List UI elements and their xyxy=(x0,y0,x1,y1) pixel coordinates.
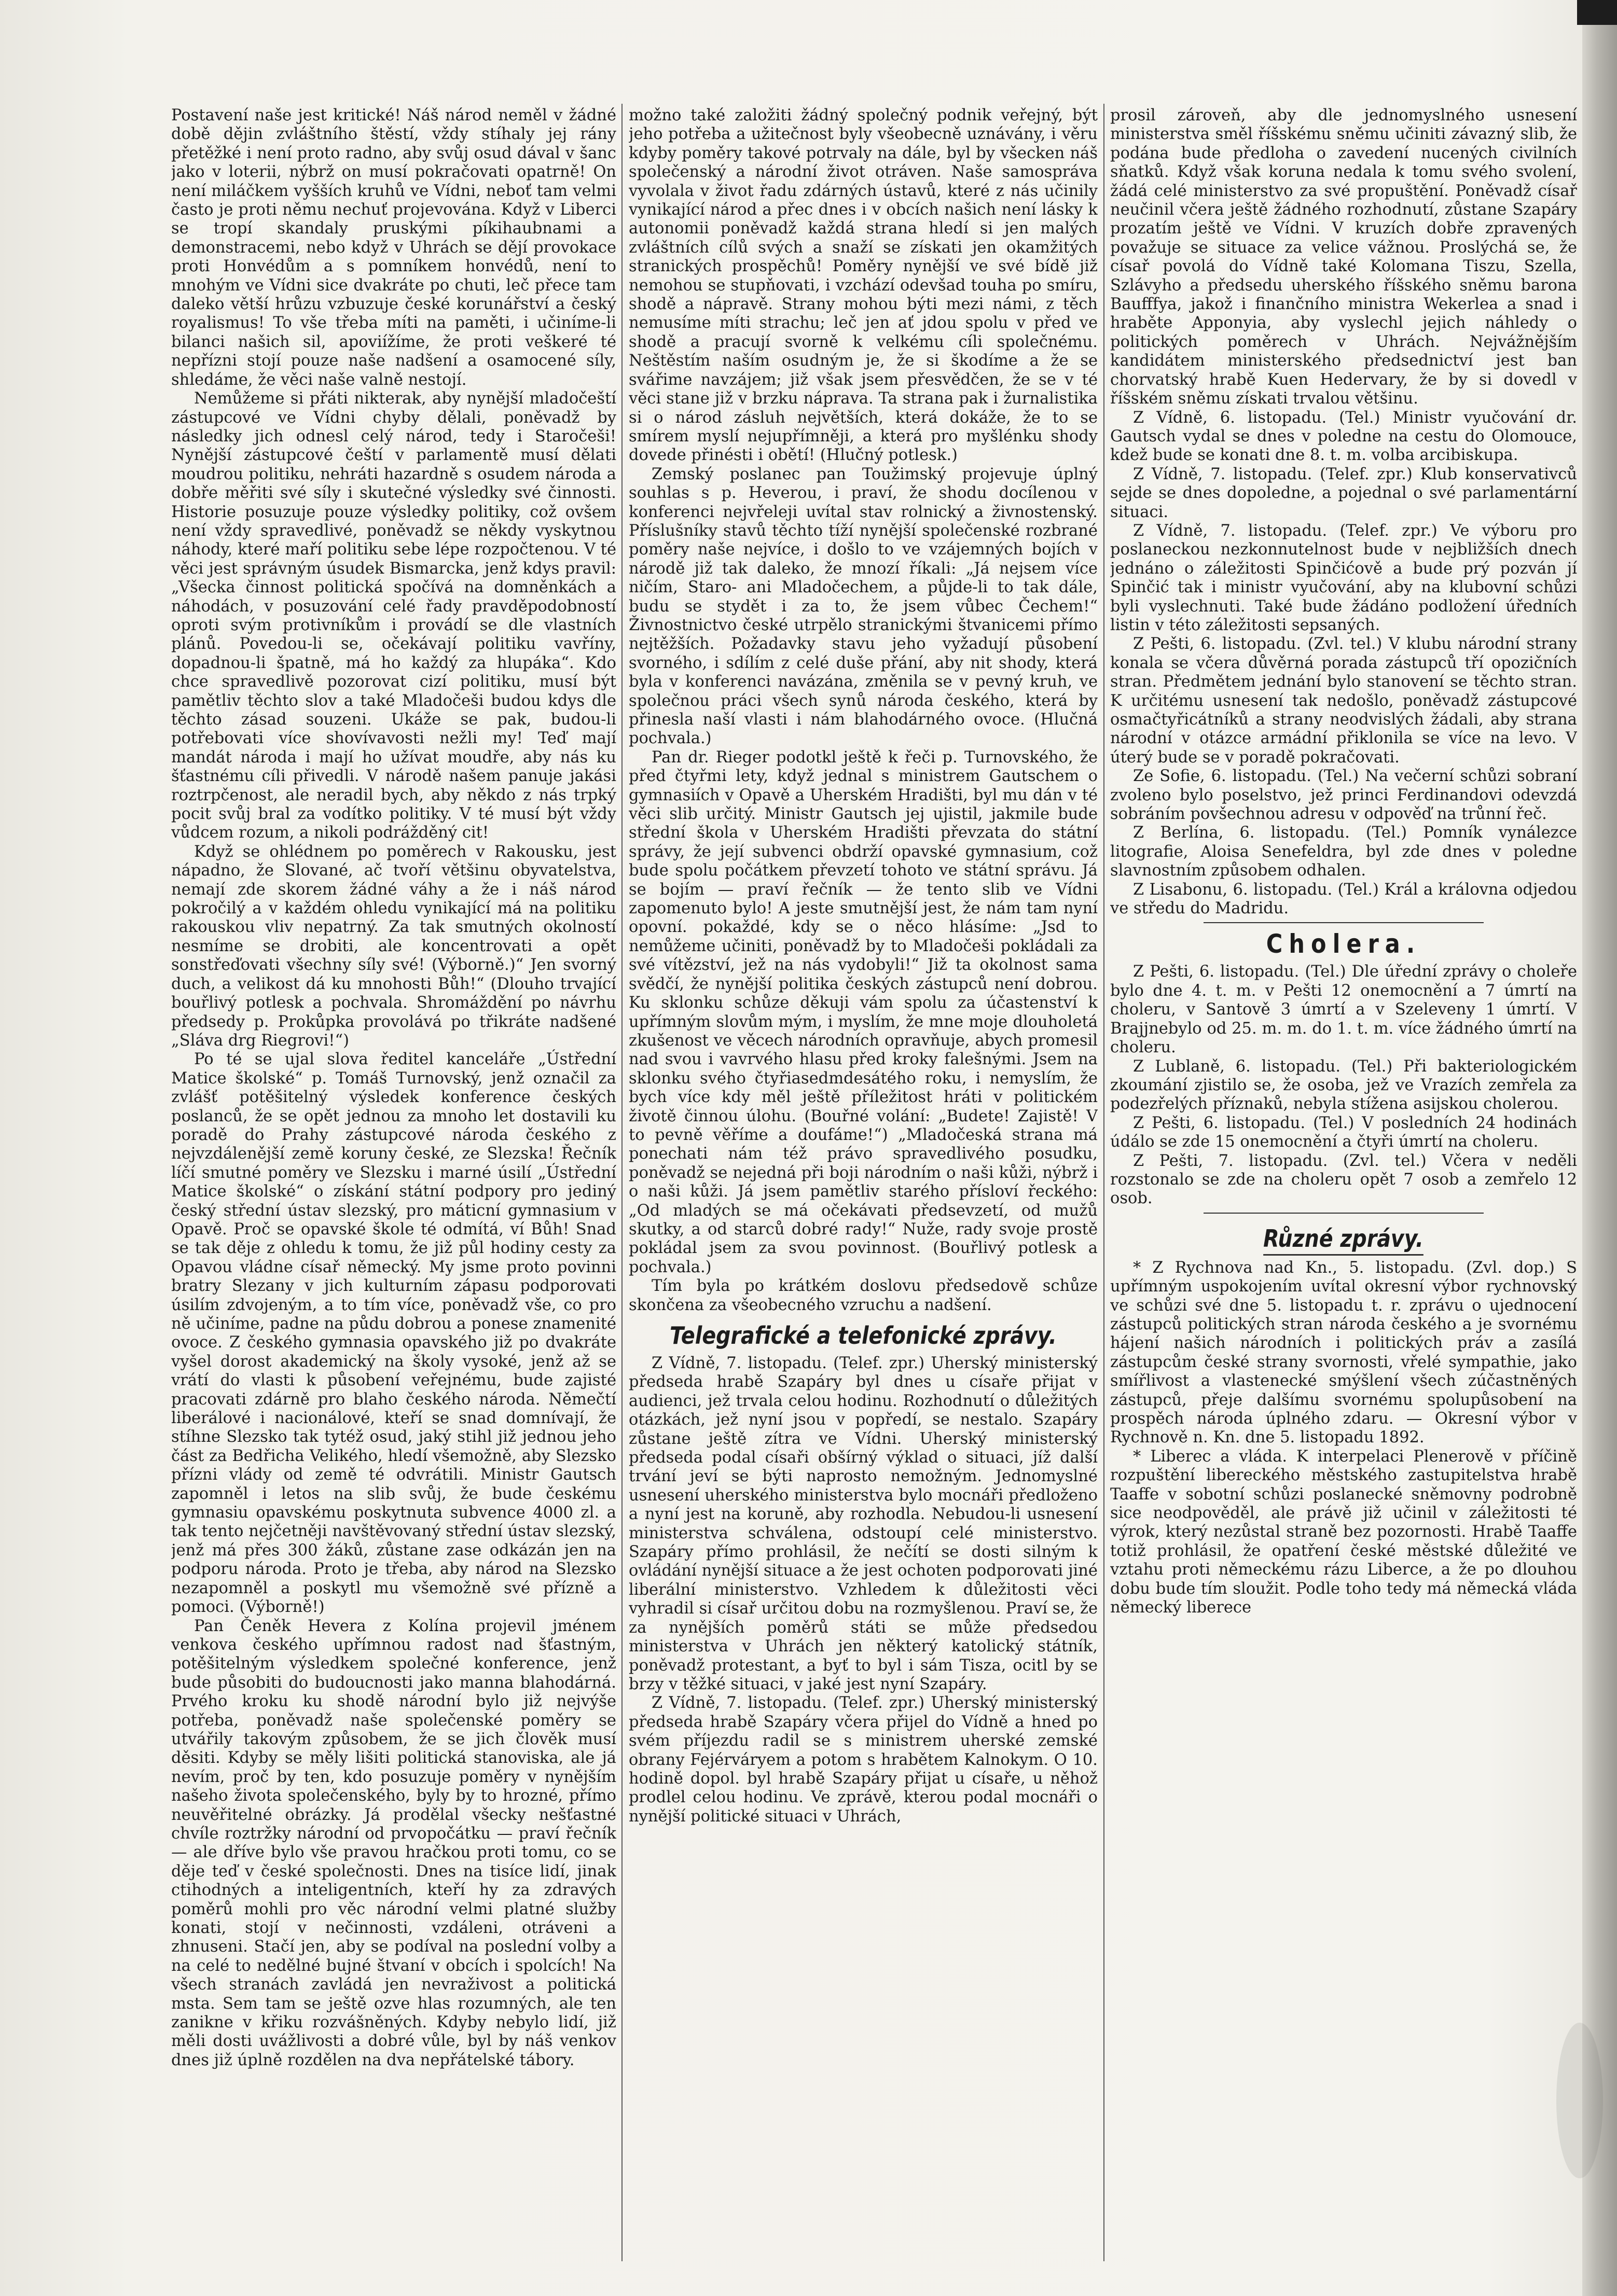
divider xyxy=(1204,1213,1484,1214)
paragraph: Pan Čeněk Hevera z Kolína projevil jménem venkova českého upřímnou radost nad šťastným, potěšitelným výsledkem společné konference, jenž bude působiti do budoucnosti jako manna blahodárná. Prvého kroku ku shodě národní bylo již nejvýše potřeba, poněvadž naše společenské poměry se utvářily takovým způsobem, že se jich člověk musí děsiti. Kdyby se měly lišiti politická stanoviska, ale já nevím, proč by ten, kdo posuzuje poměry v nynějším našeho života společenského, byly by to hrozné, přímo neuvěřitelné obrázky. Já prodělal všecky nešťastné chvíle roztržky národní od prvopočátku — praví řečník — ale dříve bylo vše pravou hračkou proti tomu, co se děje teď v české společnosti. Dnes na tisíce lidí, jinak ctihodných a inteligentních, kteří hy za zdravých poměrů mohli pro věc národní velmi platné služby konati, stojí v nečinnosti, vzdáleni, otráveni a zhnuseni. Stačí jen, aby se podíval na poslední volby a na celé to nedělné bujné štvaní v obcích i spolcích! Na všech stranách zavládá jen nevraživost a politická msta. Sem tam se ještě ozve hlas rozumných, ale ten zanikne v křiku rozvášněných. Kdyby nebylo lidí, již měli dosti uvážlivosti a dobré vůle, byl by náš venkov dnes již úplně rozdělen na dva nepřátelské tábory. xyxy=(171,1617,616,2069)
page-fold-shadow xyxy=(1582,0,1617,2296)
paragraph: Nemůžeme si přáti nikterak, aby nynější mladočeští zástupcové ve Vídni chyby dělali, poněvadž by následky jich odnesl celý národ, tedy i Staročeši! Nynější zástupcové čeští v parlamentě musí dělati moudrou politiku, nehráti hazardně s osudem národa a dobře měřiti své síly i skutečné výsledky své činnosti. Historie posuzuje pouze výsledky politiky, což ovšem není vždy spravedlivé, poněvadž se někdy vyskytnou náhody, které maří politiku sebe lépe rozpočtenou. V té věci jest správným úsudek Bismarcka, jenž kdys pravil: „Všecka činnost politická spočívá na domněnkách a náhodách, v posuzování celé řady pravděpodobností oproti svým protivníkům i provádí se dle vlastních plánů. Povedou-li se, očekávají politiku vavříny, dopadnou-li špatně, má ho každý za hlupáka“. Kdo chce spravedlivě pozorovat cizí politiku, musí být pamětliv těchto slov a také Mladočeši budou kdys dle těchto zásad souzeni. Ukáže se pak, budou-li potřebovati více shovívavosti nežli my! Teď mají mandát národa i mají ho užívat moudře, aby nás ku šťastnému cíli přivedli. V národě našem panuje jakási roztrpčenost, ale neradil bych, aby někdo z nás trpký pocit svůj bral za vodítko politiky. V té musí být vždy vůdcem rozum, a nikoli podrážděný cit! xyxy=(171,389,616,842)
news-item: Z Vídně, 7. listopadu. (Telef. zpr.) Klub konservativců sejde se dnes dopoledne, a pojednal o své parlamentární situaci. xyxy=(1110,465,1577,521)
column-3 xyxy=(1110,106,1577,2259)
paragraph: Tím byla po krátkém doslovu předsedově schůze skončena za všeobecného vzruchu a nadšení. xyxy=(629,1277,1098,1314)
paragraph: prosil zároveň, aby dle jednomyslného usnesení ministerstva směl říšskému sněmu učiniti závazný slib, že podána bude předloha o zavedení nucených civilních sňatků. Když však koruna nedala k tomu svého svolení, žádá celé ministerstvo za své propuštění. Poněvadž císař neučinil včera ještě žádného rozhodnutí, zůstane Szapáry prozatím ještě ve Vídni. V kruzích dobře zpravených považuje se situace za velice vážnou. Proslýchá se, že císař povolá do Vídně také Kolomana Tiszu, Szella, Szlávyho a předsedu uherského říšského sněmu barona Baufffya, jakož i finančního ministra Wekerlea a snad i hraběte Apponyia, aby vyslechl jejich náhledy o politických poměrech v Uhrách. Nejvážnějším kandidátem ministerského předsednictví jest ban chorvatský hrabě Kuen Hedervary, že by si dovedl v říšském sněmu získati trvalou většinu. xyxy=(1110,106,1577,408)
news-item: * Z Rychnova nad Kn., 5. listopadu. (Zvl. dop.) S upřímným uspokojením uvítal okresní výbor rychnovský ve schůzi své dne 5. listopadu t. r. zprávu o ujednocení zástupců politických stran národa českého a je svornému hájení našich národních i politických práv a zasílá zástupcům české strany svornosti, vřelé sympathie, jako smířlivost a vlastenecké smýšlení všech zúčastněných zástupců, přeje dalšímu svornému spolupůsobení na prospěch národa úplného zdaru. — Okresní výbor v Rychnově n. Kn. dne 5. listopadu 1892. xyxy=(1110,1258,1577,1447)
paragraph: Pan dr. Rieger podotkl ještě k řeči p. Turnovského, že před čtyřmi lety, když jednal s ministrem Gautschem o gymnasiích v Opavě a Uherském Hradišti, byl mu dán v té věci slib určitý. Ministr Gautsch jej ujistil, jakmile bude střední škola v Uherském Hradišti převzata do státní správy, že její subvenci obdrží opavské gymnasium, což bude spolu počátkem převzetí tohoto ve státní správu. Já se bojím — praví řečník — že tento slib ve Vídni zapomenuto bylo! A jeste smutnější jest, že nám tam nyní opovní. pokaždé, kdy se o něco hlásíme: „Jsd to nemůžeme učiniti, poněvadž by to Mladočeši pokládali za své vítězství, jež na nás vydobyli!“ Již ta okolnost sama svědčí, že nynější politika českých zástupců není dobrou. Ku sklonku schůze děkuji vám spolu za účastenství k upřímným slovům mým, i myslím, že mne moje dlouholetá zkušenost ve věcech národních opravňuje, abych promesil nad svou i vavrvého hlasu před kroky falešnými. Jsem na sklonku svého čtyřiasedmdesátého roku, i nemyslím, že bych více kdy měl ještě příležitost hráti v politickém životě činnou úlohu. (Bouřné volání: „Budete! Zajistě! V to pevně věříme a doufáme!“) „Mladočeská strana má ponechati nám též právo spravedlivého posudku, poněvadž se nejedná při boji národním o naši kůži, nýbrž i o naši kůži. Já jsem pamětliv starého přísloví řeckého: „Od mladých se má očekávati předsevzetí, od mužů skutky, a od starců dobré rady!“ Nuže, rady svoje prostě pokládal jsem za svou povinnost. (Bouřlivý potlesk a pochvala.) xyxy=(629,748,1098,1276)
section-heading-cholera: Cholera. xyxy=(1266,929,1421,959)
news-item: Z Vídně, 7. listopadu. (Telef. zpr.) Uherský ministerský předseda hrabě Szapáry byl dnes u císaře přijat v audienci, jež trvala celou hodinu. Rozhodnutí o důležitých otázkách, jež nyní jsou v popředí, se nestalo. Szapáry zůstane ještě zítra ve Vídni. Uherský ministerský předseda podal císaři obšírný výklad o situaci, jíž další trvání jeví se býti naprosto nemožným. Jednomyslné usnesení uherského ministerstva bylo mocnáři předloženo a nyní jest na koruně, aby rozhodla. Nebudou-li usnesení ministerstva schválena, odstoupí celé ministerstvo. Szapáry přímo prohlásil, že nečítí se dosti silným k ovládání nynější situace a že jest ochoten podporovati jiné liberální ministerstvo. Vzhledem k důležitosti věci vyhradil si císař určitou dobu na rozmyšlenou. Praví se, že za nynějších poměrů státi se může předsedou ministerstva v Uhrách jen některý katolický státník, poněvadž protestant, a byť to byl i sám Tisza, ocitl by se brzy v těžké situaci, v jaké jest nyní Szapáry. xyxy=(629,1354,1098,1693)
news-item: Z Vídně, 6. listopadu. (Tel.) Ministr vyučování dr. Gautsch vydal se dnes v poledne na cestu do Olomouce, kdež bude se konati dne 8. t. m. volba arcibiskupa. xyxy=(1110,408,1577,465)
column-rule-1 xyxy=(621,104,623,2261)
news-item: Z Pešti, 6. listopadu. (Tel.) V posledních 24 hodinách údálo se zde 15 onemocnění a čtyři úmrtí na choleru. xyxy=(1110,1114,1577,1151)
news-item: Z Lisabonu, 6. listopadu. (Tel.) Král a královna odjedou ve středu do Madridu. xyxy=(1110,880,1577,918)
divider xyxy=(1204,922,1484,923)
news-item: Z Pešti, 6. listopadu. (Tel.) Dle úřední zprávy o choleře bylo dne 4. t. m. v Pešti 12 onemocnění a 7 úmrtí na choleru, v Santově 3 úmrtí a v Szeleveny 1 úmrtí. V Brajjnebylo od 25. m. m. do 1. t. m. více žádného úmrtí na choleru. xyxy=(1110,963,1577,1057)
news-item: * Liberec a vláda. K interpelaci Plenerově v příčině rozpuštění libereckého městského zastupitelstva hrabě Taaffe v sobotní schůzi poslanecké sněmovny podrobně sice neodpověděl, ale právě již učinil v záležitosti té výrok, který nezůstal straně bez pozornosti. Hrabě Taaffe totiž prohlásil, že opatření české městské důležité ve vztahu proti německému rázu Liberce, a že po dlouhou dobu bude tím sloužit. Podle toho tedy má německá vláda německý liberece xyxy=(1110,1447,1577,1617)
section-heading-misc: Různé zprávy. xyxy=(1264,1223,1424,1256)
column-2 xyxy=(629,106,1098,2259)
paragraph: Postavení naše jest kritické! Náš národ neměl v žádné době dějin zvláštního štěstí, vždy stíhaly jej rány přetěžké i není proto radno, aby svůj osud dával v šanc jako v loterii, nýbrž on musí pokračovati opatrně! On není miláčkem vyšších kruhů ve Vídni, neboť tam velmi často je proti němu nechuť projevována. Když v Liberci se tropí skandaly pruskými píkihaubnami a demonstracemi, nebo když v Uhrách se dějí provokace proti Honvédům a s pomníkem honvédů, není to mnohým ve Vídni sice dvakráte po chuti, leč přece tam daleko větší hrůzu vzbuzuje české korunářství a český royalismus! To vše třeba míti na paměti, i učiníme-li bilanci našich sil, apoviížíme, že proti veškeré té nepřízni stojí pouze naše nadšení a osamocené síly, shledáme, že věci naše valně nestojí. xyxy=(171,106,616,389)
paragraph: Po té se ujal slova ředitel kanceláře „Ústřední Matice školské“ p. Tomáš Turnovský, jenž označil za zvlášť potěšitelný výsledek konference českých poslanců, že se opět jednou za mnoho let dostavili ku poradě do Prahy zástupcové národa českého z nejvzdálenější země koruny české, ze Slezska! Řečník líčí smutné poměry ve Slezsku i marné úsilí „Ústřední Matice školské“ o získání státní podpory pro jediný český střední ústav slezský, pro máticní gymnasium v Opavě. Proč se opavské škole té odmítá, ví Bůh! Snad se tak děje z ohledu k tomu, že již půl hodiny cesty za Opavou vládne císař německý. My jsme proto povinni bratry Slezany v jich kulturním zápasu podporovati úsilím zdvojeným, a to tím více, poněvadž vše, co pro ně učiníme, padne na půdu dobrou a ponese znamenité ovoce. Z českého gymnasia opavského již po dvakráte vyšel dorost akademický na školy vysoké, jenž až se vrátí do vlasti k působení veřejnému, bude zajisté pracovati zdárně pro blaho českého národa. Němečtí liberálové i nacionálové, kteří se snad domnívají, že stíhne Slezsko tak tytéž osud, jaký stihl již jednou jeho část za Bedřicha Velikého, hledí všemožně, aby Slezsko přízni vlády od země té odvrátili. Ministr Gautsch zapomněl i letos na slib svůj, že bude českému gymnasiu opavskému poskytnuta subvence 4000 zl. a tak tento nejčetněji navštěvovaný střední ústav slezský, jenž má přes 300 žáků, zůstane zase odkázán jen na podporu národa. Proto je třeba, aby národ na Slezsko nezapomněl a poskytl mu všemožně své přízně a pomoci. (Výborně!) xyxy=(171,1050,616,1617)
paragraph: Když se ohlédnem po poměrech v Rakousku, jest nápadno, že Slované, ač tvoří většinu obyvatelstva, nemají zde skorem žádné váhy a že i náš národ pokročilý a v každém ohledu vynikající má na politiku rakouskou vliv nepatrný. Za tak smutných okolností nesmíme se drobiti, ale koncentrovati a opět sonstřeďovati všechny síly své! (Výborně.)“ Jen svorný duch, a velikost dá ku mnohosti Bůh!“ (Dlouho trvající bouřlivý potlesk a pochvala. Shromáždění po návrhu předsedy p. Prokůpka provolává po třikráte nadšené „Sláva drg Riegrovi!“) xyxy=(171,842,616,1050)
news-item: Z Vídně, 7. listopadu. (Telef. zpr.) Ve výboru pro poslaneckou nezkonnutelnost bude v nejbližších dnech jednáno o záležitosti Spinčićově a bude prý pozván jí Spinčić tak i ministr vyučování, aby na klubovní schůzi byli vyslechnuti. Také bude žádáno podložení úředních listin v této záležitosti sepsaných. xyxy=(1110,521,1577,634)
news-item: Ze Sofie, 6. listopadu. (Tel.) Na večerní schůzi sobraní zvoleno bylo poselstvo, jež princi Ferdinandovi odevzdá sobráním povšechnou adresu v odpověď na trůnní řeč. xyxy=(1110,767,1577,824)
paragraph: možno také založiti žádný společný podnik veřejný, být jeho potřeba a užitečnost byly všeobecně uznávány, i věru kdyby poměry takové potrvaly na dále, byl by všecken náš společenský a národní život otráven. Naše samospráva vyvolala v život řadu zdárných ústavů, které z nás učinily vynikající národ a přec dnes i v obcích našich není lásky k autonomii poněvadž každá strana hledí si jen malých zvláštních cílů svých a snaží se získati jen okamžitých stranických prospěchů! Poměry nynější ve své bídě již nemohou se stupňovati, i vzchází odevšad touha po smíru, shodě a nápravě. Strany mohou býti mezi námi, z těch nemusíme míti strachu; leč jen ať jdou spolu v před ve shodě a pracují svorně k velkému cíli společnému. Neštěstím naším osudným je, že si škodíme a že se svářime navzájem; již však jsem přesvědčen, že se v té věci stane již v brzku náprava. Ta strana pak i žurnalistika si o národ zásluh největších, která dokáže, že to se smírem myslí nejupřímněji, a která pro myšlénku shody dovede přinésti i obětí! (Hlučný potlesk.) xyxy=(629,106,1098,465)
column-1 xyxy=(171,106,616,2259)
section-heading-telegraph: Telegrafické a telefonické zprávy. xyxy=(670,1321,1057,1349)
news-item: Z Vídně, 7. listopadu. (Telef. zpr.) Uherský ministerský předseda hrabě Szapáry včera přijel do Vídně a hned po svém příjezdu radil se s ministrem uherské zemské obrany Fejérváryem a potom s hrabětem Kalnokym. O 10. hodině dopol. byl hrabě Szapáry přijat u císaře, u něhož prodlel celou hodinu. Ve zprávě, kterou podal mocnáři o nynější politické situaci v Uhrách, xyxy=(629,1694,1098,1826)
column-rule-2 xyxy=(1103,104,1104,2261)
news-item: Z Pešti, 6. listopadu. (Zvl. tel.) V klubu národní strany konala se včera důvěrná porada zástupců tří opozičních stran. Předmětem jednání bylo stanovení se těchto stran. K určitému usnesení tak nedošlo, poněvadž zástupcové osmačtyřicátníků a strany neodvislých žádali, aby strana národní v otázce armádní přiklonila se více na levo. V úterý bude se v poradě pokračovati. xyxy=(1110,635,1577,767)
news-item: Z Berlína, 6. listopadu. (Tel.) Pomník vynálezce litografie, Aloisa Senefeldra, byl zde dnes v poledne slavnostním způsobem odhalen. xyxy=(1110,824,1577,880)
scan-corner xyxy=(1577,0,1617,25)
news-item: Z Lublaně, 6. listopadu. (Tel.) Při bakteriologickém zkoumání zjistilo se, že osoba, jež ve Vrazích zemřela za podezřelých příznaků, nebyla stížena asijskou cholerou. xyxy=(1110,1057,1577,1114)
paragraph: Zemský poslanec pan Toužimský projevuje úplný souhlas s p. Heverou, i praví, že shodu docílenou v konferenci nejvřeleji uvítal stav rolnický a živnostenský. Příslušníky stavů těchto tíží nynější společenské rozbrané poměry naše nejvíce, i došlo to ve vzájemných bojích v národě již tak daleko, že mnozí říkali: „Já nejsem více ničím, Staro- ani Mladočechem, a půjde-li to tak dále, budu se stydět i za to, že jsem vůbec Čechem!“ Živnostnictvo české utrpělo stranickými štvanicemi přímo nejtěžších. Požadavky stavu jeho vyžadují působení svorného, i sdílím z celé duše přání, aby nit shody, která byla v konferenci navázána, změnila se v pevný kruh, ve společnou práci všech synů národa českého, která by přinesla naší vlasti i nám blahodárného ovoce. (Hlučná pochvala.) xyxy=(629,465,1098,748)
news-item: Z Pešti, 7. listopadu. (Zvl. tel.) Včera v neděli rozstonalo se zde na choleru opět 7 osob a zemřelo 12 osob. xyxy=(1110,1151,1577,1208)
